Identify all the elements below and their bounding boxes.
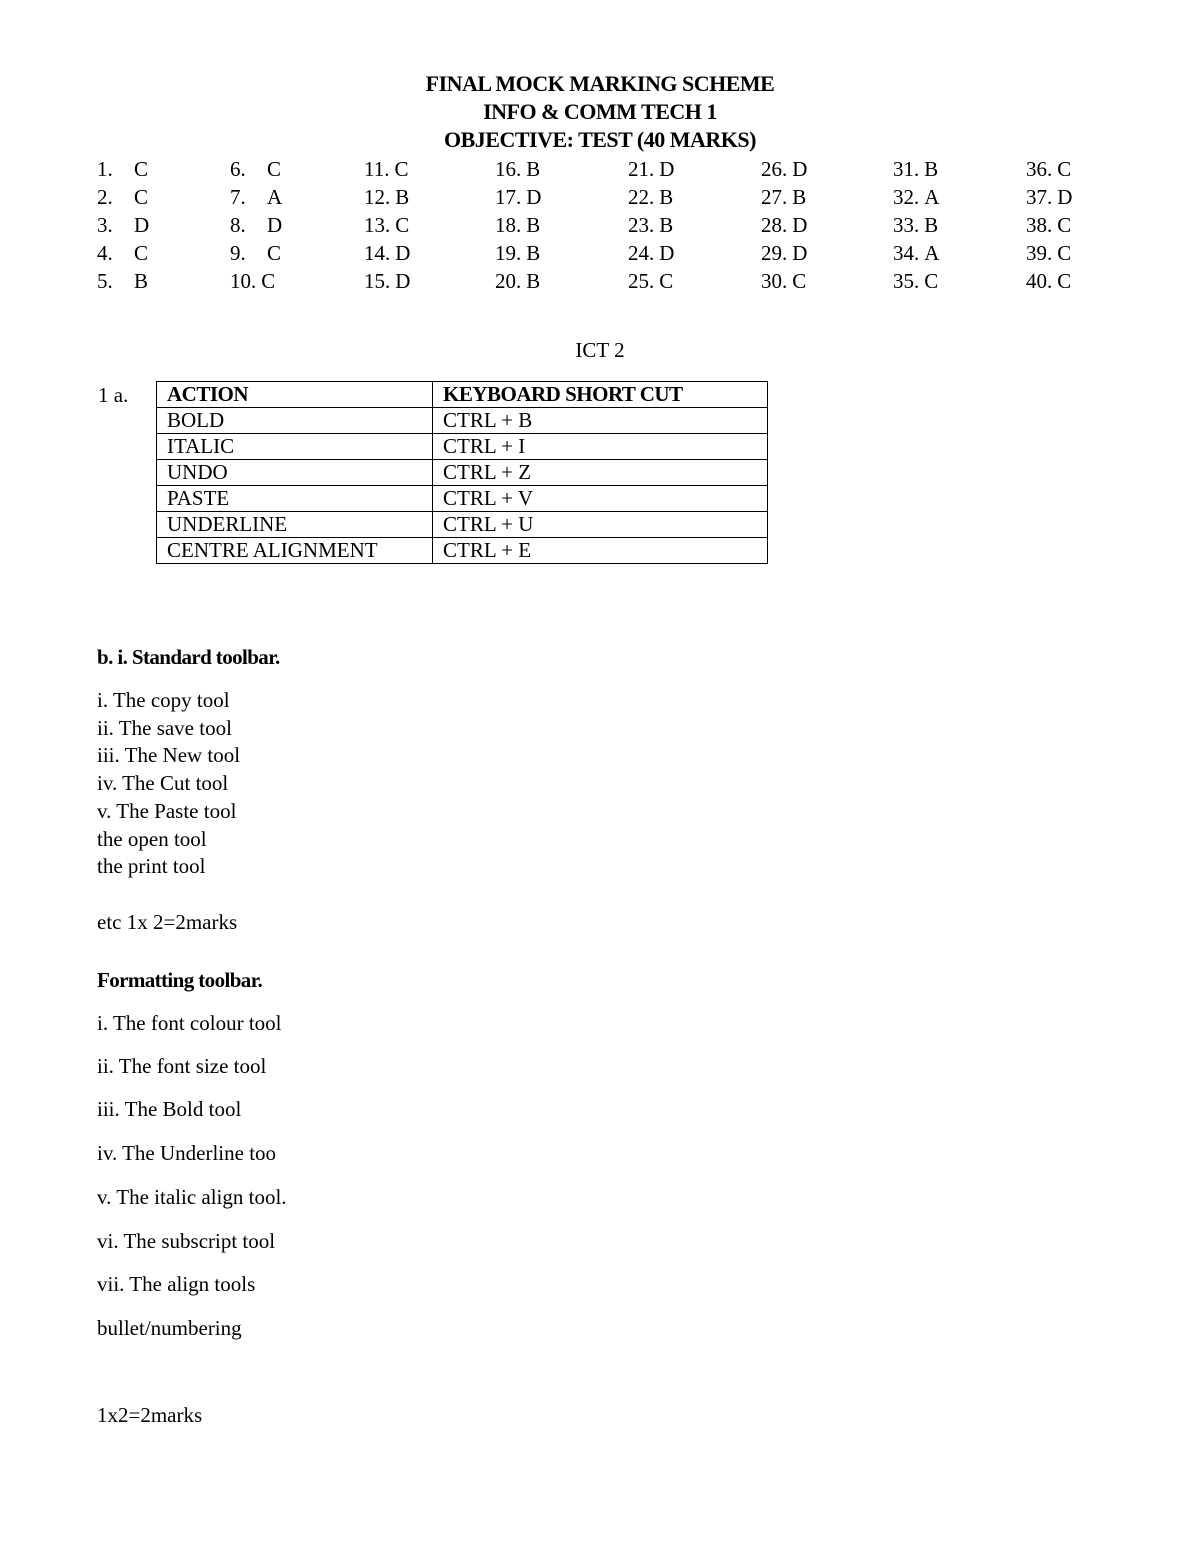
- answer-item: [97, 239, 222, 267]
- table-cell-shortcut: CTRL + B: [433, 408, 768, 434]
- answer-number: 28.: [761, 213, 788, 237]
- list-item: iv. The Cut tool: [97, 771, 229, 795]
- answer-number: 27.: [761, 185, 788, 209]
- answer-number: 23.: [628, 213, 655, 237]
- answer-letter: D: [1057, 185, 1073, 209]
- answer-number: 7.: [230, 185, 246, 209]
- answer-number: 8.: [230, 213, 246, 237]
- answer-number: 3.: [97, 213, 113, 237]
- answer-letter: A: [267, 185, 283, 209]
- answer-number: 4.: [97, 241, 113, 265]
- answer-item: [761, 239, 886, 267]
- list-item: iii. The New tool: [97, 743, 241, 767]
- answer-number: 32.: [893, 185, 920, 209]
- answer-item: [628, 155, 753, 183]
- answer-number: 35.: [893, 269, 920, 293]
- answer-item: [495, 211, 620, 239]
- answer-letter: A: [924, 241, 940, 265]
- answer-item: [1026, 183, 1151, 211]
- answer-letter: D: [526, 185, 542, 209]
- answer-letter: B: [792, 185, 807, 209]
- formatting-toolbar-heading: Formatting toolbar.: [97, 968, 263, 992]
- answer-number: 12.: [364, 185, 391, 209]
- answer-number: 34.: [893, 241, 920, 265]
- answer-item: [1026, 239, 1151, 267]
- answer-item: [893, 183, 1018, 211]
- answer-letter: B: [526, 157, 541, 181]
- answer-column: [1026, 155, 1151, 295]
- answer-item: [364, 155, 489, 183]
- list-item: i. The copy tool: [97, 688, 230, 712]
- answer-item: [495, 155, 620, 183]
- answer-item: [893, 211, 1018, 239]
- table-cell-action: PASTE: [157, 486, 433, 512]
- answer-item: [230, 239, 355, 267]
- list-item: the print tool: [97, 854, 206, 878]
- answer-letter: C: [134, 157, 149, 181]
- answer-number: 38.: [1026, 213, 1053, 237]
- list-item: vii. The align tools: [97, 1272, 256, 1296]
- answer-item: [1026, 155, 1151, 183]
- answer-number: 31.: [893, 157, 920, 181]
- answer-letter: D: [134, 213, 150, 237]
- table-cell-shortcut: CTRL + U: [433, 512, 768, 538]
- answer-letter: D: [659, 157, 675, 181]
- answer-letter: B: [134, 269, 149, 293]
- list-item: iv. The Underline too: [97, 1141, 277, 1165]
- answer-item: [1026, 267, 1151, 295]
- answer-number: 13.: [364, 213, 391, 237]
- answer-letter: C: [395, 213, 410, 237]
- list-item: vi. The subscript tool: [97, 1229, 276, 1253]
- table-header-row: [157, 382, 768, 408]
- answer-number: 33.: [893, 213, 920, 237]
- answer-letter: D: [792, 241, 808, 265]
- answer-number: 9.: [230, 241, 246, 265]
- list-item: the open tool: [97, 827, 207, 851]
- answer-item: [628, 183, 753, 211]
- answer-letter: D: [267, 213, 283, 237]
- answer-item: [364, 239, 489, 267]
- answer-item: [761, 183, 886, 211]
- answer-letter: C: [1057, 157, 1072, 181]
- table-row: [157, 486, 768, 512]
- answer-item: [495, 239, 620, 267]
- answer-item: [628, 239, 753, 267]
- subject-title: INFO & COMM TECH 1: [483, 99, 717, 124]
- table-cell-action: BOLD: [157, 408, 433, 434]
- answer-number: 5.: [97, 269, 113, 293]
- answer-item: [761, 267, 886, 295]
- ict2-heading: ICT 2: [575, 338, 625, 362]
- answer-column: [628, 155, 753, 295]
- answer-item: [230, 183, 355, 211]
- formatting-toolbar-marks: 1x2=2marks: [97, 1403, 203, 1427]
- question-1a-label: 1 a.: [98, 383, 129, 407]
- answer-number: 30.: [761, 269, 788, 293]
- answer-letter: C: [1057, 213, 1072, 237]
- answer-number: 17.: [495, 185, 522, 209]
- answer-letter: C: [394, 157, 409, 181]
- answer-letter: C: [134, 185, 149, 209]
- answer-column: [230, 155, 355, 295]
- answer-letter: C: [134, 241, 149, 265]
- answer-number: 37.: [1026, 185, 1053, 209]
- table-row: [157, 408, 768, 434]
- answer-number: 18.: [495, 213, 522, 237]
- answer-letter: B: [395, 185, 410, 209]
- answer-item: [230, 267, 355, 295]
- list-item: bullet/numbering: [97, 1316, 242, 1340]
- table-cell-action: UNDO: [157, 460, 433, 486]
- table-cell-shortcut: CTRL + V: [433, 486, 768, 512]
- answer-letter: B: [526, 213, 541, 237]
- answer-item: [97, 211, 222, 239]
- table-row: [157, 434, 768, 460]
- table-header-shortcut: KEYBOARD SHORT CUT: [433, 382, 768, 408]
- answer-number: 20.: [495, 269, 522, 293]
- answer-letter: C: [1057, 269, 1072, 293]
- table-cell-action: CENTRE ALIGNMENT: [157, 538, 433, 564]
- standard-toolbar-heading: b. i. Standard toolbar.: [97, 645, 280, 669]
- answer-item: [893, 239, 1018, 267]
- answer-number: 21.: [628, 157, 655, 181]
- list-item: i. The font colour tool: [97, 1011, 282, 1035]
- answer-letter: D: [395, 269, 411, 293]
- answer-number: 36.: [1026, 157, 1053, 181]
- answer-number: 1.: [97, 157, 113, 181]
- answer-letter: C: [924, 269, 939, 293]
- answer-letter: D: [659, 241, 675, 265]
- table-cell-shortcut: CTRL + I: [433, 434, 768, 460]
- answer-letter: C: [792, 269, 807, 293]
- answer-letter: C: [1057, 241, 1072, 265]
- answer-number: 26.: [761, 157, 788, 181]
- answer-item: [893, 155, 1018, 183]
- table-row: [157, 538, 768, 564]
- table-cell-shortcut: CTRL + Z: [433, 460, 768, 486]
- answer-item: [230, 155, 355, 183]
- answer-letter: D: [792, 213, 808, 237]
- answer-letter: B: [924, 157, 939, 181]
- table-row: [157, 460, 768, 486]
- answer-letter: D: [792, 157, 808, 181]
- answer-item: [761, 155, 886, 183]
- answer-letter: A: [924, 185, 940, 209]
- table-header-action: ACTION: [157, 382, 433, 408]
- answer-number: 40.: [1026, 269, 1053, 293]
- answer-item: [364, 183, 489, 211]
- table-cell-action: ITALIC: [157, 434, 433, 460]
- answer-item: [97, 267, 222, 295]
- answer-number: 11.: [364, 157, 390, 181]
- answer-number: 16.: [495, 157, 522, 181]
- shortcut-table: [156, 381, 768, 564]
- answer-letter: B: [659, 213, 674, 237]
- answer-column: [364, 155, 489, 295]
- objective-answers-grid: [97, 155, 1097, 300]
- answer-number: 25.: [628, 269, 655, 293]
- answer-number: 24.: [628, 241, 655, 265]
- answer-letter: C: [261, 269, 276, 293]
- answer-item: [97, 183, 222, 211]
- answer-column: [97, 155, 222, 295]
- standard-toolbar-marks: etc 1x 2=2marks: [97, 910, 238, 934]
- table-cell-shortcut: CTRL + E: [433, 538, 768, 564]
- answer-number: 15.: [364, 269, 391, 293]
- answer-letter: B: [526, 269, 541, 293]
- answer-letter: C: [267, 241, 282, 265]
- answer-letter: B: [659, 185, 674, 209]
- document-title: FINAL MOCK MARKING SCHEME: [425, 71, 775, 96]
- answer-item: [761, 211, 886, 239]
- answer-item: [97, 155, 222, 183]
- answer-column: [495, 155, 620, 295]
- answer-number: 10.: [230, 269, 257, 293]
- answer-column: [761, 155, 886, 295]
- answer-number: 29.: [761, 241, 788, 265]
- answer-item: [893, 267, 1018, 295]
- answer-number: 2.: [97, 185, 113, 209]
- table-row: [157, 512, 768, 538]
- answer-number: 39.: [1026, 241, 1053, 265]
- list-item: ii. The save tool: [97, 716, 232, 740]
- answer-item: [495, 267, 620, 295]
- answer-number: 19.: [495, 241, 522, 265]
- answer-letter: B: [924, 213, 939, 237]
- table-cell-action: UNDERLINE: [157, 512, 433, 538]
- answer-item: [495, 183, 620, 211]
- answer-item: [364, 267, 489, 295]
- answer-letter: B: [526, 241, 541, 265]
- answer-letter: C: [659, 269, 674, 293]
- answer-number: 22.: [628, 185, 655, 209]
- list-item: iii. The Bold tool: [97, 1097, 242, 1121]
- answer-item: [230, 211, 355, 239]
- answer-number: 6.: [230, 157, 246, 181]
- answer-item: [628, 211, 753, 239]
- section-title: OBJECTIVE: TEST (40 MARKS): [444, 127, 756, 152]
- answer-letter: C: [267, 157, 282, 181]
- list-item: ii. The font size tool: [97, 1054, 267, 1078]
- answer-item: [1026, 211, 1151, 239]
- answer-column: [893, 155, 1018, 295]
- list-item: v. The italic align tool.: [97, 1185, 287, 1209]
- answer-letter: D: [395, 241, 411, 265]
- answer-item: [628, 267, 753, 295]
- answer-number: 14.: [364, 241, 391, 265]
- list-item: v. The Paste tool: [97, 799, 237, 823]
- answer-item: [364, 211, 489, 239]
